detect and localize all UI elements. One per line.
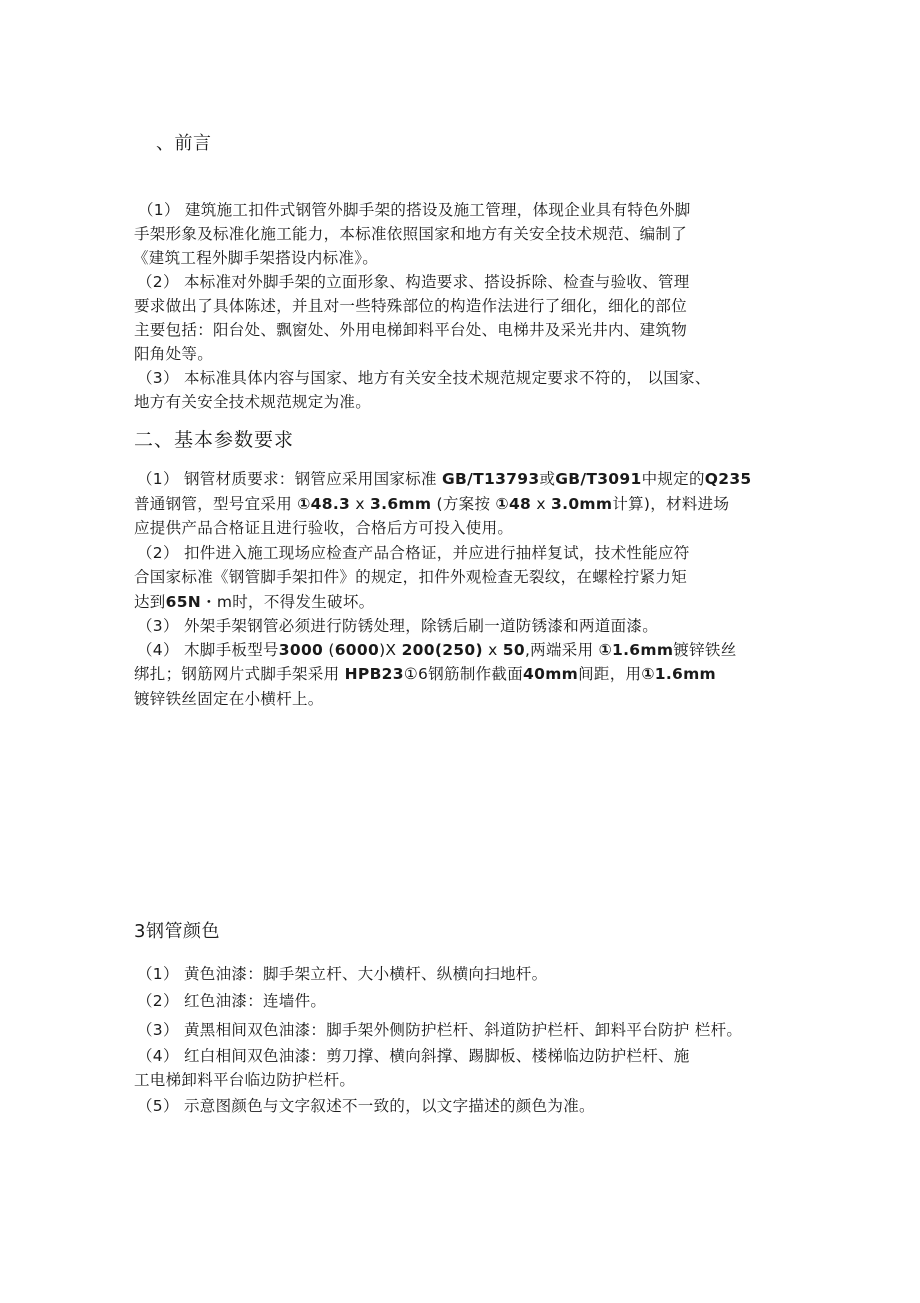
paragraph-line: （1） 建筑施工扣件式钢管外脚手架的搭设及施工管理，体现企业具有特色外脚	[138, 201, 691, 219]
paragraph-line: 镀锌铁丝固定在小横杆上。	[134, 690, 324, 708]
paragraph-line: （3） 外架手架钢管必须进行防锈处理，除锈后刷一道防锈漆和两道面漆。	[137, 617, 658, 635]
paragraph-line: 工电梯卸料平台临边防护栏杆。	[134, 1071, 356, 1089]
paragraph-line: （2） 红色油漆：连墙件。	[137, 992, 327, 1010]
paragraph-line: （5） 示意图颜色与文字叙述不一致的，以文字描述的颜色为准。	[137, 1097, 595, 1115]
paragraph-line: （3） 黄黑相间双色油漆：脚手架外侧防护栏杆、斜道防护栏杆、卸料平台防护 栏杆。	[137, 1021, 743, 1039]
section-title-preface: 、前言	[156, 133, 212, 154]
paragraph-line: （1） 黄色油漆：脚手架立杆、大小横杆、纵横向扫地杆。	[137, 965, 548, 983]
paragraph-line: 普通钢管，型号宜采用 ①48.3 x 3.6mm (方案按 ①48 x 3.0mm计算)，材料进场	[134, 495, 730, 513]
paragraph-line: （2） 扣件进入施工现场应检查产品合格证，并应进行抽样复试，技术性能应符	[137, 544, 690, 562]
paragraph-line: 达到65N・m时，不得发生破坏。	[134, 593, 375, 611]
paragraph-line: （1） 钢管材质要求：钢管应采用国家标准 GB/T13793或GB/T3091中规定的Q235	[137, 470, 752, 488]
paragraph-line: 应提供产品合格证且进行验收，合格后方可投入使用。	[134, 519, 514, 537]
paragraph-line: 地方有关安全技术规范规定为准。	[134, 393, 372, 411]
paragraph-line: 绑扎；钢筋网片式脚手架采用 HPB23①6钢筋制作截面40mm间距，用①1.6mm	[134, 665, 716, 683]
paragraph-line: （3） 本标准具体内容与国家、地方有关安全技术规范规定要求不符的， 以国家、	[137, 369, 711, 387]
paragraph-line: 主要包括：阳台处、飘窗处、外用电梯卸料平台处、电梯井及采光井内、建筑物	[134, 321, 688, 339]
paragraph-line: 《建筑工程外脚手架搭设内标准》。	[133, 249, 379, 267]
section-title-pipe-color: 3钢管颜色	[134, 921, 220, 942]
section-title-basic-params: 二、基本参数要求	[134, 429, 295, 451]
paragraph-line: 合国家标准《钢管脚手架扣件》的规定，扣件外观检查无裂纹，在螺栓拧紧力矩	[134, 568, 688, 586]
paragraph-line: 手架形象及标准化施工能力，本标准依照国家和地方有关安全技术规范、编制了	[134, 225, 688, 243]
paragraph-line: （4） 红白相间双色油漆：剪刀撑、横向斜撑、踢脚板、楼梯临边防护栏杆、施	[137, 1047, 690, 1065]
paragraph-line: 阳角处等。	[134, 345, 214, 363]
paragraph-line: 要求做出了具体陈述，并且对一些特殊部位的构造作法进行了细化，细化的部位	[134, 297, 688, 315]
paragraph-line: （2） 本标准对外脚手架的立面形象、构造要求、搭设拆除、检查与验收、管理	[137, 273, 690, 291]
paragraph-line: （4） 木脚手板型号3000 (6000)X 200(250) x 50,两端采用 ①1.6mm镀锌铁丝	[137, 641, 737, 659]
